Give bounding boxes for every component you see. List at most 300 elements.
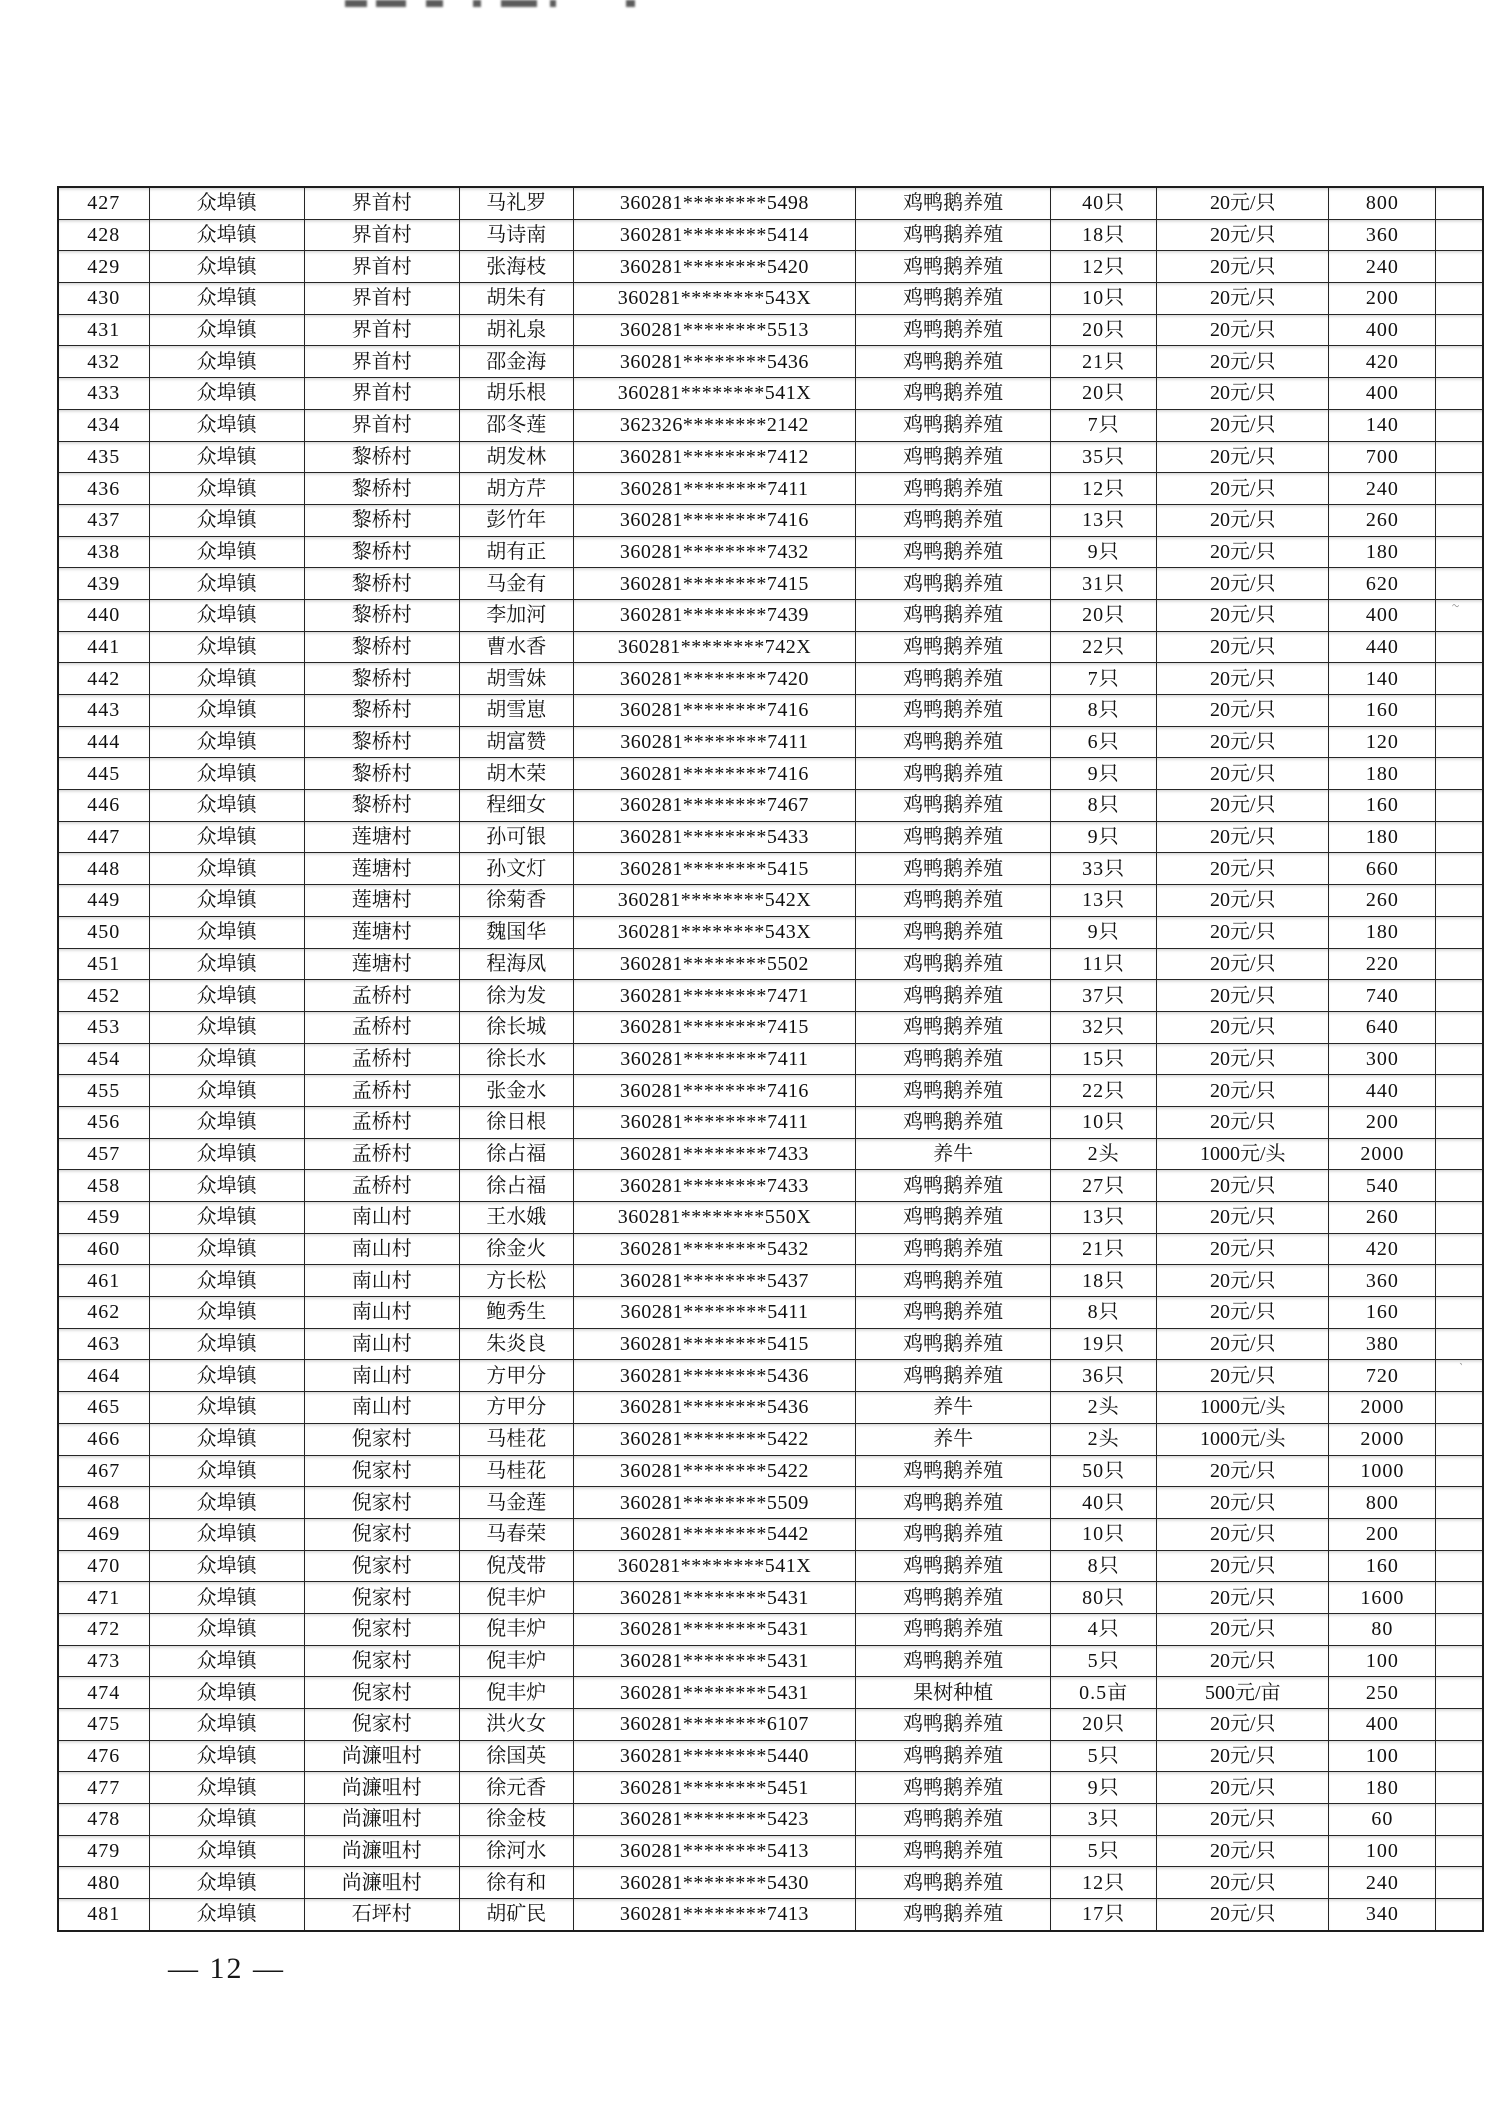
cell-town: 众埠镇 (149, 1075, 304, 1107)
cell-seq: 472 (58, 1613, 149, 1645)
cell-amount: 640 (1329, 1011, 1436, 1043)
cell-seq: 474 (58, 1677, 149, 1709)
cell-blank (1436, 187, 1483, 219)
cell-unit-price: 20元/只 (1157, 726, 1329, 758)
cell-amount: 100 (1329, 1645, 1436, 1677)
cell-town: 众埠镇 (149, 1170, 304, 1202)
cell-village: 莲塘村 (304, 885, 459, 917)
cell-quantity: 5只 (1051, 1645, 1157, 1677)
cell-town: 众埠镇 (149, 1265, 304, 1297)
cell-amount: 400 (1329, 314, 1436, 346)
cell-name: 程细女 (459, 790, 573, 822)
cell-town: 众埠镇 (149, 378, 304, 410)
cell-unit-price: 20元/只 (1157, 1709, 1329, 1741)
cell-blank (1436, 790, 1483, 822)
cell-village: 倪家村 (304, 1518, 459, 1550)
cell-quantity: 20只 (1051, 378, 1157, 410)
cell-unit-price: 20元/只 (1157, 1011, 1329, 1043)
cell-seq: 465 (58, 1392, 149, 1424)
cell-quantity: 19只 (1051, 1328, 1157, 1360)
cell-id: 360281********5436 (573, 1360, 855, 1392)
cell-quantity: 37只 (1051, 980, 1157, 1012)
cell-town: 众埠镇 (149, 1011, 304, 1043)
cell-amount: 140 (1329, 409, 1436, 441)
cell-blank (1436, 1233, 1483, 1265)
cell-type: 鸡鸭鹅养殖 (856, 251, 1051, 283)
cell-amount: 2000 (1329, 1138, 1436, 1170)
cell-id: 360281********7416 (573, 695, 855, 727)
cell-seq: 477 (58, 1772, 149, 1804)
cell-village: 南山村 (304, 1328, 459, 1360)
cell-village: 黎桥村 (304, 663, 459, 695)
cell-village: 倪家村 (304, 1487, 459, 1519)
cell-village: 孟桥村 (304, 1011, 459, 1043)
cell-quantity: 40只 (1051, 187, 1157, 219)
cell-id: 360281********5498 (573, 187, 855, 219)
cell-id: 360281********550X (573, 1202, 855, 1234)
table-row (58, 1170, 1483, 1202)
cell-id: 360281********5436 (573, 346, 855, 378)
cell-town: 众埠镇 (149, 821, 304, 853)
cell-village: 倪家村 (304, 1455, 459, 1487)
cell-type: 鸡鸭鹅养殖 (856, 758, 1051, 790)
cell-amount: 200 (1329, 1106, 1436, 1138)
cell-type: 鸡鸭鹅养殖 (856, 1455, 1051, 1487)
cell-town: 众埠镇 (149, 1804, 304, 1836)
table-row (58, 1455, 1483, 1487)
cell-name: 胡方芹 (459, 473, 573, 505)
cell-type: 鸡鸭鹅养殖 (856, 726, 1051, 758)
cell-village: 倪家村 (304, 1613, 459, 1645)
cell-type: 鸡鸭鹅养殖 (856, 346, 1051, 378)
cell-type: 鸡鸭鹅养殖 (856, 504, 1051, 536)
cell-blank (1436, 1709, 1483, 1741)
cell-amount: 540 (1329, 1170, 1436, 1202)
table-row (58, 1202, 1483, 1234)
cell-amount: 240 (1329, 473, 1436, 505)
cell-amount: 140 (1329, 663, 1436, 695)
cell-name: 李加河 (459, 599, 573, 631)
cell-id: 360281********5451 (573, 1772, 855, 1804)
cell-town: 众埠镇 (149, 187, 304, 219)
cell-town: 众埠镇 (149, 1487, 304, 1519)
cell-seq: 450 (58, 916, 149, 948)
cell-town: 众埠镇 (149, 1740, 304, 1772)
cell-blank (1436, 536, 1483, 568)
cell-blank (1436, 758, 1483, 790)
cell-amount: 2000 (1329, 1423, 1436, 1455)
cell-blank (1436, 1138, 1483, 1170)
cell-unit-price: 20元/只 (1157, 695, 1329, 727)
cell-blank (1436, 948, 1483, 980)
table-row (58, 1265, 1483, 1297)
cell-amount: 200 (1329, 1518, 1436, 1550)
table-row (58, 1772, 1483, 1804)
cell-town: 众埠镇 (149, 1835, 304, 1867)
cell-seq: 429 (58, 251, 149, 283)
cell-village: 尚濂咀村 (304, 1804, 459, 1836)
cell-type: 鸡鸭鹅养殖 (856, 1867, 1051, 1899)
cell-unit-price: 20元/只 (1157, 219, 1329, 251)
cell-unit-price: 20元/只 (1157, 1233, 1329, 1265)
cell-name: 孙文灯 (459, 853, 573, 885)
cell-blank (1436, 1106, 1483, 1138)
table-row (58, 1360, 1483, 1392)
cell-id: 360281********7411 (573, 473, 855, 505)
cell-name: 方长松 (459, 1265, 573, 1297)
cell-amount: 620 (1329, 568, 1436, 600)
cell-name: 曹水香 (459, 631, 573, 663)
cell-town: 众埠镇 (149, 1233, 304, 1265)
table-row (58, 283, 1483, 315)
cell-type: 鸡鸭鹅养殖 (856, 473, 1051, 505)
cell-village: 界首村 (304, 283, 459, 315)
cell-type: 鸡鸭鹅养殖 (856, 219, 1051, 251)
cell-name: 胡雪崽 (459, 695, 573, 727)
table-row (58, 1804, 1483, 1836)
cell-town: 众埠镇 (149, 536, 304, 568)
cell-id: 360281********7411 (573, 1106, 855, 1138)
cell-blank (1436, 1550, 1483, 1582)
cell-quantity: 12只 (1051, 1867, 1157, 1899)
cell-type: 鸡鸭鹅养殖 (856, 568, 1051, 600)
cell-quantity: 40只 (1051, 1487, 1157, 1519)
cell-id: 360281********5509 (573, 1487, 855, 1519)
cell-blank (1436, 821, 1483, 853)
cell-village: 莲塘村 (304, 853, 459, 885)
cell-name: 马礼罗 (459, 187, 573, 219)
cell-id: 360281********7411 (573, 1043, 855, 1075)
cell-blank (1436, 283, 1483, 315)
cell-town: 众埠镇 (149, 409, 304, 441)
cell-unit-price: 20元/只 (1157, 1170, 1329, 1202)
cell-unit-price: 20元/只 (1157, 1455, 1329, 1487)
subsidy-table (57, 186, 1484, 1932)
cell-name: 胡矿民 (459, 1899, 573, 1931)
cell-unit-price: 20元/只 (1157, 1613, 1329, 1645)
cell-town: 众埠镇 (149, 219, 304, 251)
cell-town: 众埠镇 (149, 504, 304, 536)
cell-id: 360281********7433 (573, 1138, 855, 1170)
cell-id: 360281********5422 (573, 1423, 855, 1455)
cell-amount: 1000 (1329, 1455, 1436, 1487)
cell-amount: 180 (1329, 758, 1436, 790)
cell-unit-price: 20元/只 (1157, 1106, 1329, 1138)
cell-seq: 452 (58, 980, 149, 1012)
cell-seq: 441 (58, 631, 149, 663)
table-row (58, 1392, 1483, 1424)
cell-type: 鸡鸭鹅养殖 (856, 980, 1051, 1012)
cell-unit-price: 20元/只 (1157, 1550, 1329, 1582)
table-row (58, 948, 1483, 980)
cell-name: 徐日根 (459, 1106, 573, 1138)
cell-amount: 2000 (1329, 1392, 1436, 1424)
cell-quantity: 22只 (1051, 631, 1157, 663)
cell-id: 360281********5433 (573, 821, 855, 853)
table-row (58, 1328, 1483, 1360)
cell-unit-price: 20元/只 (1157, 1645, 1329, 1677)
cell-village: 黎桥村 (304, 441, 459, 473)
cell-amount: 240 (1329, 1867, 1436, 1899)
cell-blank (1436, 473, 1483, 505)
cell-village: 尚濂咀村 (304, 1740, 459, 1772)
cell-name: 张金水 (459, 1075, 573, 1107)
table-row (58, 1677, 1483, 1709)
table-row (58, 1709, 1483, 1741)
cell-blank (1436, 378, 1483, 410)
cell-amount: 1600 (1329, 1582, 1436, 1614)
cell-blank (1436, 1265, 1483, 1297)
cell-unit-price: 20元/只 (1157, 283, 1329, 315)
cell-id: 360281********5442 (573, 1518, 855, 1550)
cell-type: 鸡鸭鹅养殖 (856, 187, 1051, 219)
cell-unit-price: 20元/只 (1157, 1487, 1329, 1519)
cell-quantity: 13只 (1051, 504, 1157, 536)
cell-village: 界首村 (304, 346, 459, 378)
cell-seq: 433 (58, 378, 149, 410)
cell-blank (1436, 1677, 1483, 1709)
table-row (58, 1835, 1483, 1867)
cell-id: 360281********6107 (573, 1709, 855, 1741)
cell-name: 方甲分 (459, 1392, 573, 1424)
cell-town: 众埠镇 (149, 1043, 304, 1075)
cell-type: 养牛 (856, 1138, 1051, 1170)
cell-blank (1436, 1835, 1483, 1867)
cell-id: 360281********5513 (573, 314, 855, 346)
cell-seq: 478 (58, 1804, 149, 1836)
cell-village: 界首村 (304, 378, 459, 410)
cell-amount: 360 (1329, 219, 1436, 251)
cell-seq: 463 (58, 1328, 149, 1360)
cell-seq: 464 (58, 1360, 149, 1392)
cell-unit-price: 20元/只 (1157, 1265, 1329, 1297)
cell-name: 徐元香 (459, 1772, 573, 1804)
cell-id: 360281********7411 (573, 726, 855, 758)
cell-unit-price: 20元/只 (1157, 409, 1329, 441)
cell-seq: 435 (58, 441, 149, 473)
cell-amount: 800 (1329, 187, 1436, 219)
cell-name: 徐长水 (459, 1043, 573, 1075)
cell-name: 徐金火 (459, 1233, 573, 1265)
cell-seq: 442 (58, 663, 149, 695)
cell-type: 鸡鸭鹅养殖 (856, 1202, 1051, 1234)
cell-quantity: 11只 (1051, 948, 1157, 980)
cell-seq: 430 (58, 283, 149, 315)
cell-seq: 466 (58, 1423, 149, 1455)
cell-unit-price: 20元/只 (1157, 1075, 1329, 1107)
cell-name: 胡乐根 (459, 378, 573, 410)
cell-unit-price: 20元/只 (1157, 1835, 1329, 1867)
table-row (58, 726, 1483, 758)
cell-amount: 800 (1329, 1487, 1436, 1519)
cell-amount: 440 (1329, 631, 1436, 663)
table-row (58, 1106, 1483, 1138)
cell-seq: 462 (58, 1297, 149, 1329)
cell-village: 界首村 (304, 251, 459, 283)
cell-unit-price: 20元/只 (1157, 948, 1329, 980)
cell-amount: 400 (1329, 599, 1436, 631)
cell-name: 胡富赞 (459, 726, 573, 758)
cell-unit-price: 20元/只 (1157, 441, 1329, 473)
cell-blank (1436, 1392, 1483, 1424)
cell-name: 马金有 (459, 568, 573, 600)
table-row (58, 1645, 1483, 1677)
cell-quantity: 50只 (1051, 1455, 1157, 1487)
cell-id: 360281********7412 (573, 441, 855, 473)
cell-amount: 380 (1329, 1328, 1436, 1360)
cell-type: 鸡鸭鹅养殖 (856, 1772, 1051, 1804)
cell-amount: 720 (1329, 1360, 1436, 1392)
cell-blank (1436, 409, 1483, 441)
table-row (58, 663, 1483, 695)
cell-type: 鸡鸭鹅养殖 (856, 1265, 1051, 1297)
cell-id: 360281********541X (573, 378, 855, 410)
cell-quantity: 2头 (1051, 1423, 1157, 1455)
cell-town: 众埠镇 (149, 1582, 304, 1614)
cell-id: 360281********5436 (573, 1392, 855, 1424)
scan-artifact: ~ (1450, 597, 1461, 614)
cell-quantity: 13只 (1051, 1202, 1157, 1234)
cell-blank (1436, 1075, 1483, 1107)
cell-type: 鸡鸭鹅养殖 (856, 1075, 1051, 1107)
cell-blank (1436, 980, 1483, 1012)
cell-blank (1436, 219, 1483, 251)
cell-unit-price: 20元/只 (1157, 1772, 1329, 1804)
cell-id: 360281********5415 (573, 853, 855, 885)
cell-town: 众埠镇 (149, 346, 304, 378)
cell-unit-price: 20元/只 (1157, 568, 1329, 600)
cell-id: 360281********543X (573, 916, 855, 948)
cell-blank (1436, 916, 1483, 948)
cell-blank (1436, 1518, 1483, 1550)
cell-unit-price: 1000元/头 (1157, 1423, 1329, 1455)
cell-quantity: 2头 (1051, 1392, 1157, 1424)
cell-blank (1436, 1423, 1483, 1455)
cell-unit-price: 20元/只 (1157, 1328, 1329, 1360)
cell-id: 360281********5413 (573, 1835, 855, 1867)
cell-name: 倪丰炉 (459, 1677, 573, 1709)
cell-blank (1436, 1613, 1483, 1645)
cell-type: 鸡鸭鹅养殖 (856, 1518, 1051, 1550)
table-row (58, 536, 1483, 568)
cell-village: 尚濂咀村 (304, 1835, 459, 1867)
cell-village: 南山村 (304, 1233, 459, 1265)
cell-unit-price: 20元/只 (1157, 251, 1329, 283)
cell-quantity: 18只 (1051, 1265, 1157, 1297)
cell-quantity: 32只 (1051, 1011, 1157, 1043)
cell-quantity: 35只 (1051, 441, 1157, 473)
table-row (58, 695, 1483, 727)
cell-quantity: 80只 (1051, 1582, 1157, 1614)
table-row (58, 885, 1483, 917)
cell-type: 鸡鸭鹅养殖 (856, 1360, 1051, 1392)
cell-unit-price: 20元/只 (1157, 1202, 1329, 1234)
cell-unit-price: 20元/只 (1157, 631, 1329, 663)
cell-town: 众埠镇 (149, 631, 304, 663)
cell-seq: 428 (58, 219, 149, 251)
table-row (58, 473, 1483, 505)
table-row (58, 1043, 1483, 1075)
cell-blank (1436, 1011, 1483, 1043)
cell-name: 倪茂带 (459, 1550, 573, 1582)
cell-name: 邵金海 (459, 346, 573, 378)
table-row (58, 1899, 1483, 1931)
table-row (58, 821, 1483, 853)
table-row (58, 599, 1483, 631)
cell-quantity: 31只 (1051, 568, 1157, 600)
cell-unit-price: 20元/只 (1157, 1297, 1329, 1329)
table-row (58, 1423, 1483, 1455)
cell-unit-price: 20元/只 (1157, 980, 1329, 1012)
table-row (58, 1011, 1483, 1043)
table-row (58, 853, 1483, 885)
cell-town: 众埠镇 (149, 1709, 304, 1741)
cell-seq: 451 (58, 948, 149, 980)
cell-blank (1436, 1328, 1483, 1360)
cell-quantity: 0.5亩 (1051, 1677, 1157, 1709)
table-row (58, 1867, 1483, 1899)
cell-unit-price: 20元/只 (1157, 1518, 1329, 1550)
table-row (58, 504, 1483, 536)
cell-name: 张海枝 (459, 251, 573, 283)
cell-name: 徐菊香 (459, 885, 573, 917)
cell-amount: 260 (1329, 504, 1436, 536)
cell-blank (1436, 885, 1483, 917)
cell-town: 众埠镇 (149, 1138, 304, 1170)
cell-seq: 438 (58, 536, 149, 568)
cell-type: 鸡鸭鹅养殖 (856, 1835, 1051, 1867)
cell-blank (1436, 568, 1483, 600)
cell-quantity: 12只 (1051, 473, 1157, 505)
cell-quantity: 33只 (1051, 853, 1157, 885)
cell-id: 360281********742X (573, 631, 855, 663)
cell-seq: 470 (58, 1550, 149, 1582)
cell-amount: 220 (1329, 948, 1436, 980)
cell-seq: 431 (58, 314, 149, 346)
cell-village: 界首村 (304, 409, 459, 441)
cell-unit-price: 1000元/头 (1157, 1138, 1329, 1170)
cell-name: 马金莲 (459, 1487, 573, 1519)
cell-seq: 479 (58, 1835, 149, 1867)
cell-blank (1436, 695, 1483, 727)
cell-amount: 160 (1329, 1550, 1436, 1582)
cell-seq: 468 (58, 1487, 149, 1519)
table-row (58, 916, 1483, 948)
table-row (58, 346, 1483, 378)
cell-quantity: 10只 (1051, 1518, 1157, 1550)
cell-village: 孟桥村 (304, 1106, 459, 1138)
table-row (58, 1075, 1483, 1107)
cell-id: 360281********542X (573, 885, 855, 917)
cell-quantity: 8只 (1051, 790, 1157, 822)
cell-village: 南山村 (304, 1392, 459, 1424)
cell-name: 魏国华 (459, 916, 573, 948)
cell-village: 石坪村 (304, 1899, 459, 1931)
cell-village: 黎桥村 (304, 790, 459, 822)
cell-amount: 200 (1329, 283, 1436, 315)
cell-type: 鸡鸭鹅养殖 (856, 885, 1051, 917)
cell-town: 众埠镇 (149, 1867, 304, 1899)
cell-unit-price: 20元/只 (1157, 187, 1329, 219)
table-row (58, 1582, 1483, 1614)
cell-unit-price: 20元/只 (1157, 758, 1329, 790)
cell-seq: 448 (58, 853, 149, 885)
cell-unit-price: 20元/只 (1157, 1582, 1329, 1614)
table-row (58, 568, 1483, 600)
cell-village: 莲塘村 (304, 916, 459, 948)
cell-amount: 160 (1329, 695, 1436, 727)
cell-quantity: 9只 (1051, 916, 1157, 948)
